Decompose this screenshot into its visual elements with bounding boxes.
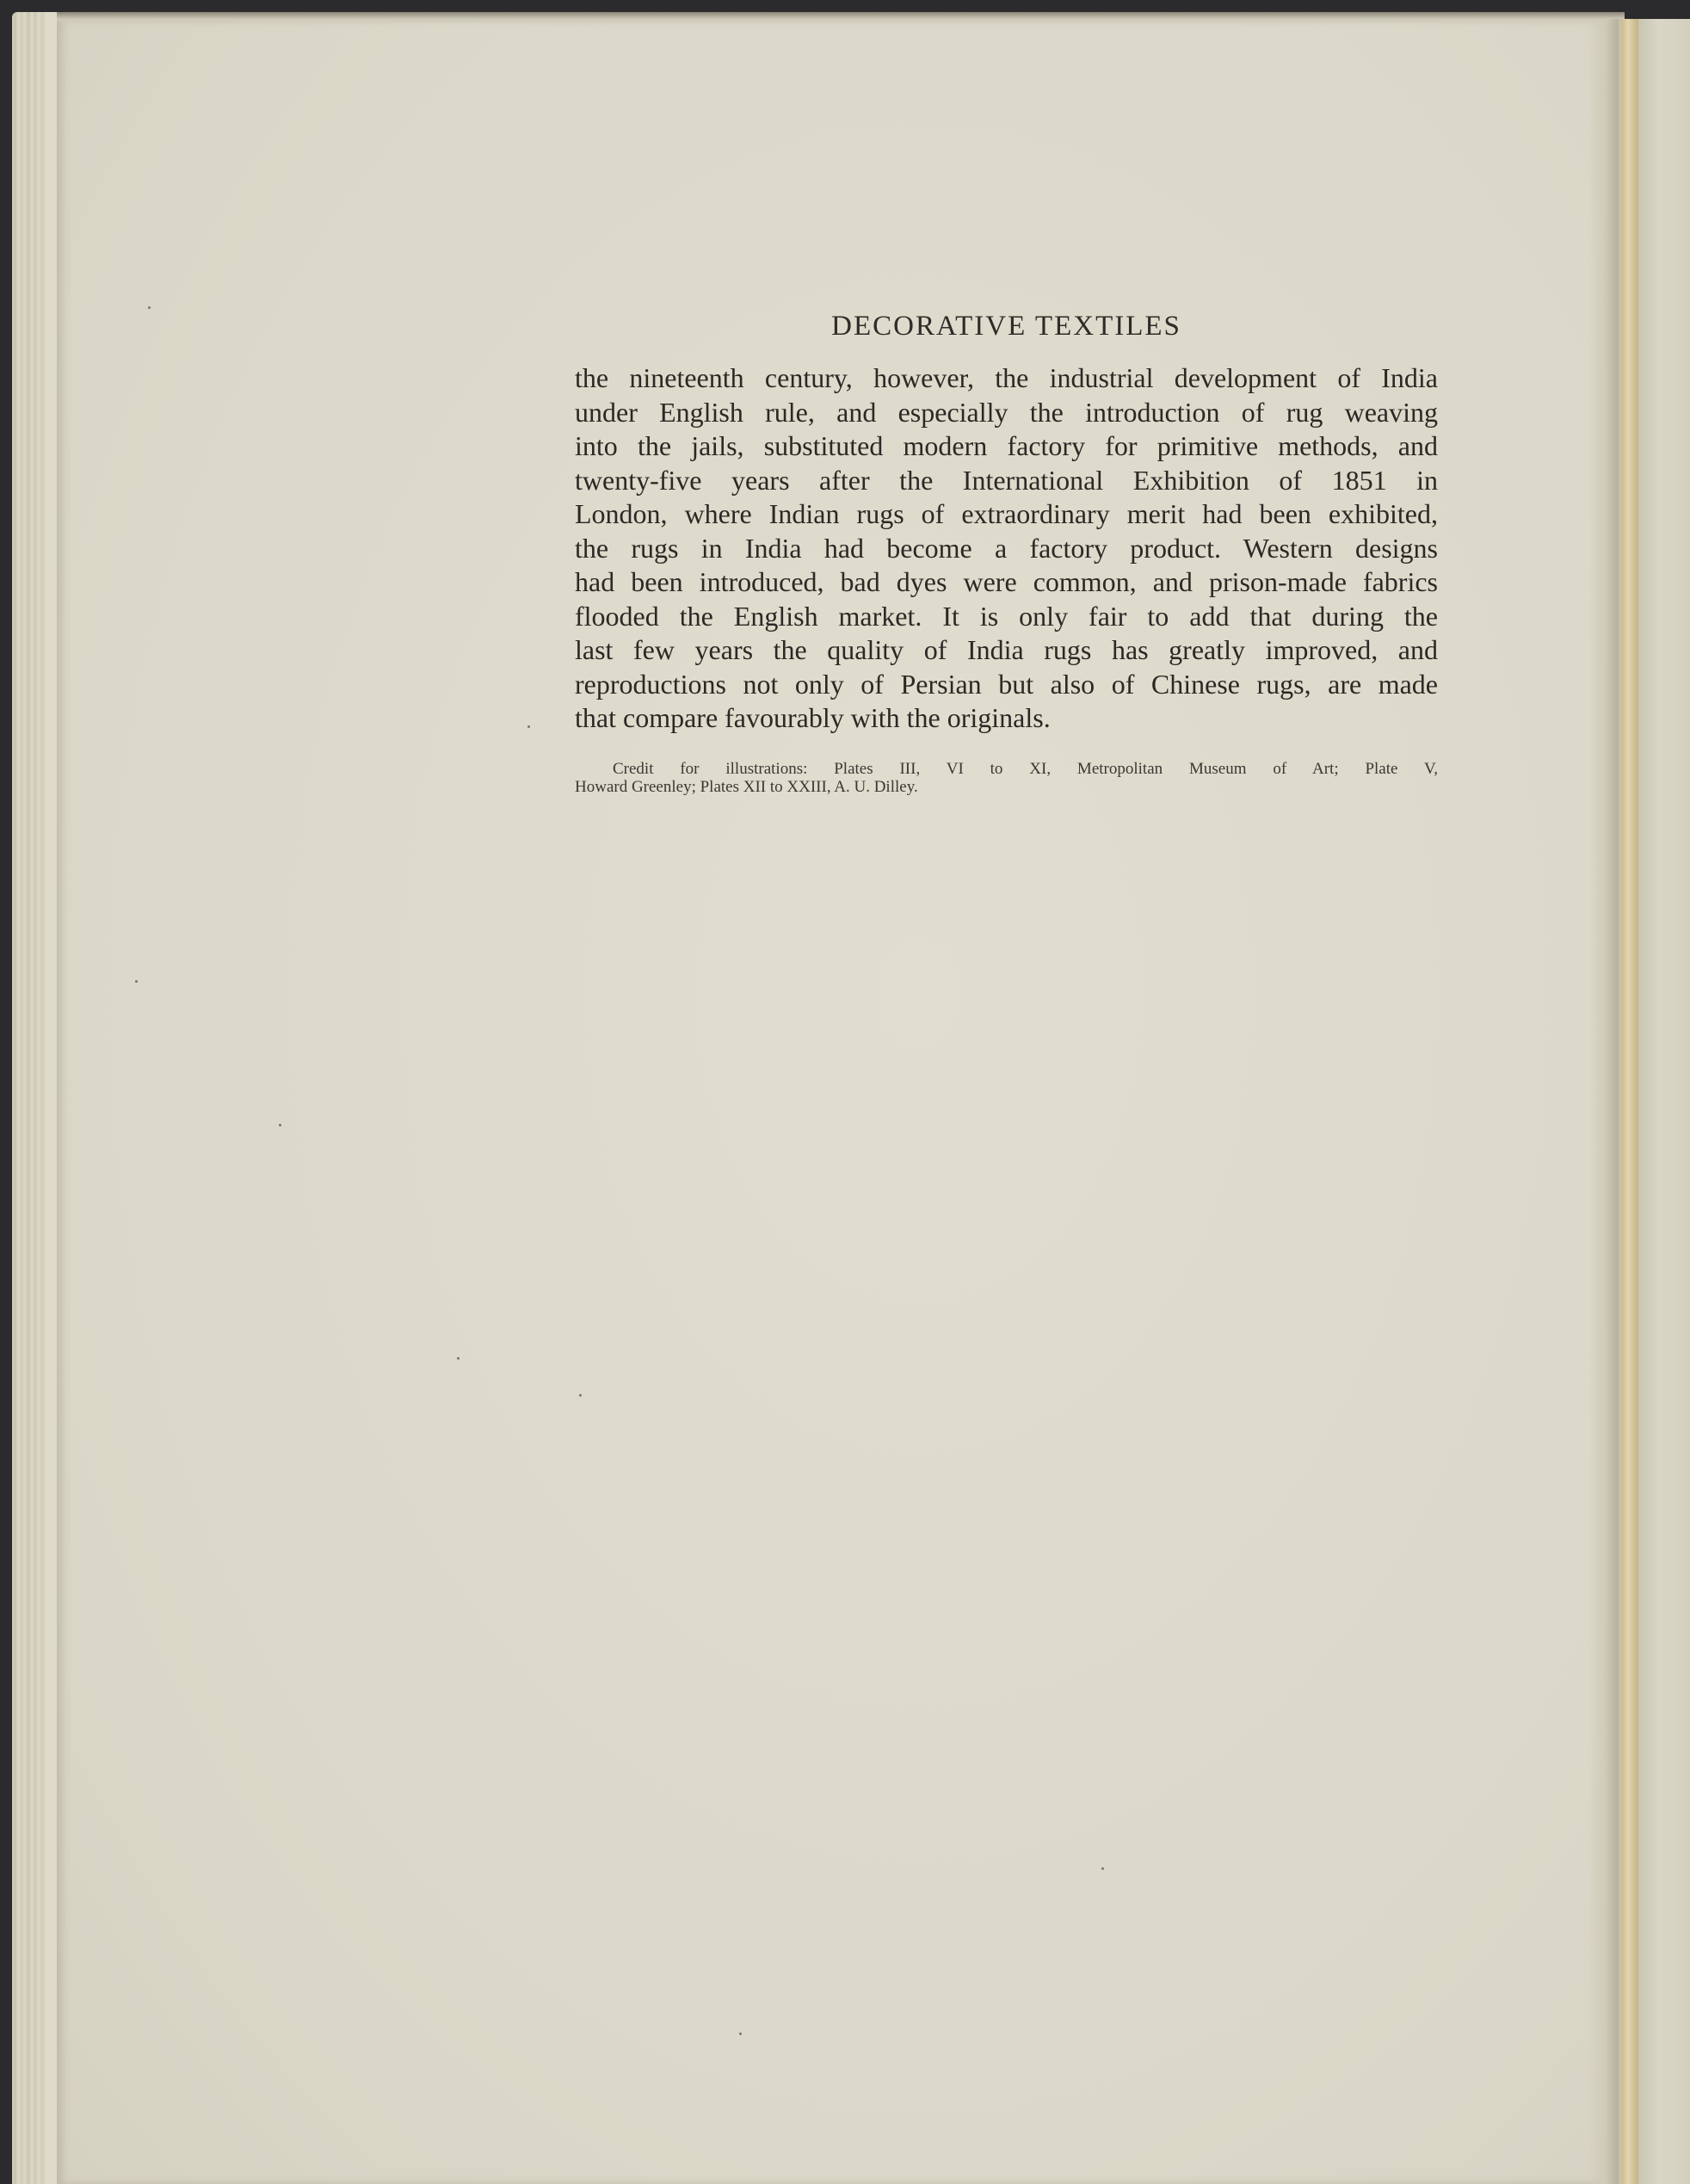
binding-fold [1621, 19, 1638, 2184]
paragraph-line: flooded the English market. It is only fair to add that during the [575, 600, 1438, 632]
paper-speck [527, 725, 530, 728]
paragraph-line: that compare favourably with the originals. [575, 702, 1051, 733]
top-page-edge [57, 12, 1625, 24]
paper-speck [739, 2033, 742, 2035]
facing-page-edge [1638, 19, 1690, 2184]
paragraph-line: the rugs in India had become a factory product. Western designs [575, 532, 1438, 564]
paragraph-line: the nineteenth century, however, the industrial development of India [575, 362, 1438, 393]
paragraph-line: last few years the quality of India rugs has greatly improved, and [575, 634, 1438, 665]
paper-speck [135, 980, 138, 983]
paragraph-line: London, where Indian rugs of extraordinary merit had been exhibited, [575, 498, 1438, 529]
credit-line: Credit for illustrations: Plates III, VI to XI, Metropolitan Museum of Art; Plate V, [613, 760, 1438, 778]
body-paragraph [575, 361, 1438, 736]
paper-speck [1101, 1867, 1104, 1870]
running-header: DECORATIVE TEXTILES [831, 311, 1181, 342]
paragraph-line: reproductions not only of Persian but also of Chinese rugs, are made [575, 668, 1438, 700]
paragraph-line: twenty-five years after the International Exhibition of 1851 in [575, 464, 1438, 496]
paper-speck [457, 1357, 460, 1360]
paper-speck [579, 1394, 582, 1397]
book-page [57, 19, 1625, 2184]
paper-speck [279, 1124, 281, 1126]
credit-line: Howard Greenley; Plates XII to XXIII, A. U. Dilley. [575, 778, 918, 796]
paragraph-line: under English rule, and especially the introduction of rug weaving [575, 396, 1438, 428]
paper-speck [148, 306, 151, 309]
illustration-credit [575, 760, 1438, 796]
paragraph-line: had been introduced, bad dyes were common, and prison-made fabrics [575, 566, 1438, 597]
paragraph-line: into the jails, substituted modern factory for primitive methods, and [575, 430, 1438, 461]
